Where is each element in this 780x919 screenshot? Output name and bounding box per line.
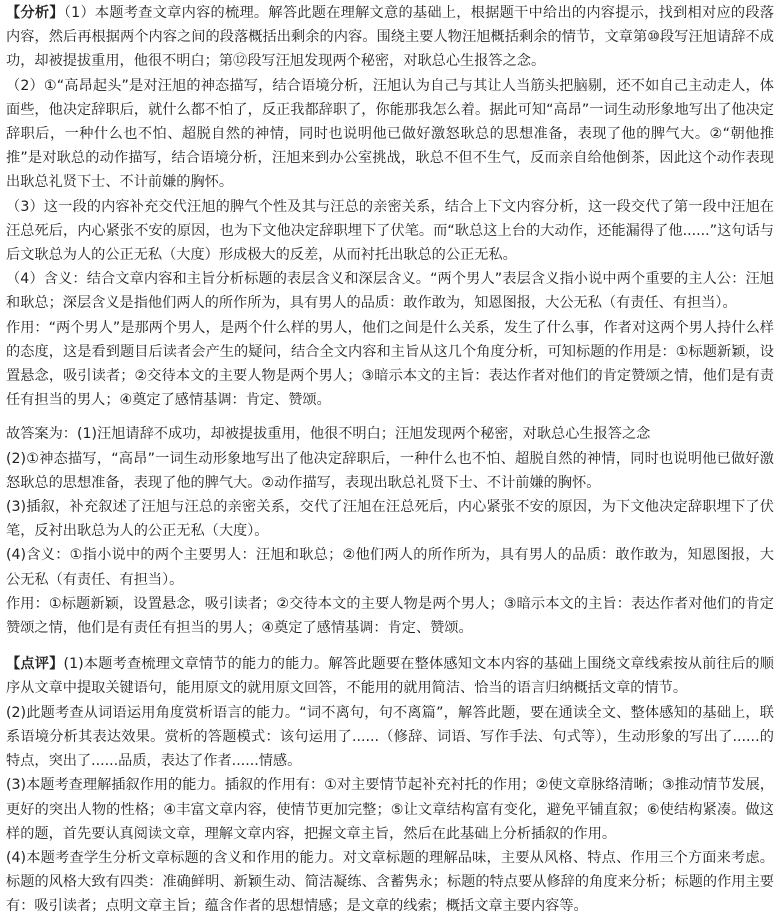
analysis-paragraph-3: （3）这一段的内容补充交代汪旭的脾气个性及其与汪总的亲密关系，结合上下文内容分析，这一段交代了第一段中汪旭在汪总死后，内心紧张不安的原因，也为下文他决定辞职埋下了伏笔。而“耿总这上台的大动作，还能漏得了他......”这句话与后文耿总为人的公正无私（大度）形成极大的反差，从而衬托出耿总的公正无私。 — [6, 198, 774, 264]
answer-paragraph-1: 故答案为：(1)汪旭请辞不成功，却被提拔重用，他很不明白；汪旭发现两个秘密，对耿总心生报答之念 — [6, 426, 651, 443]
comment-paragraph-2: (2)此题考查从词语运用角度赏析语言的能力。“词不离句，句不离篇”，解答此题，要在通读全文、整体感知的基础上，联系语境分析其表达效果。赏析的答题模式：该句运用了......（修辞、词语、写作手法、句式等），生动形象的写出了......的特点，突出了......品质，表达了作者......情感。 — [6, 704, 774, 770]
answer-section — [6, 422, 774, 640]
comment-paragraph-1 — [6, 652, 774, 700]
comment-section — [6, 652, 774, 918]
comment-paragraph-4: (4)本题考查学生分析文章标题的含义和作用的能力。对文章标题的理解品味，主要从风格、特点、作用三个方面来考虑。标题的风格大致有四类：准确鲜明、新颖生动、简洁凝练、含蓄隽永；标题的特点要从修辞的角度来分析；标题的作用主要有：吸引读者；点明文章主旨；蕴含作者的思想情感；是文章的线索；概括文章主要内容等。 — [6, 849, 774, 915]
analysis-paragraph-4: （4）含义：结合文章内容和主旨分析标题的表层含义和深层含义。“两个男人”表层含义指小说中两个重要的主人公：汪旭和耿总；深层含义是指他们两人的所作所为，具有男人的品质：敢作敢为，知恩图报，大公无私（有责任、有担当）。 — [6, 271, 774, 312]
comment-label: 【点评】 — [6, 656, 64, 673]
answer-paragraph-3: (3)插叙，补充叙述了汪旭与汪总的亲密关系，交代了汪旭在汪总死后，内心紧张不安的原因，为下文他决定辞职埋下了伏笔，反衬出耿总为人的公正无私（大度）。 — [6, 499, 774, 540]
analysis-text-1: （1）本题考查文章内容的梳理。解答此题在理解文意的基础上，根据题干中给出的内容提示，找到相对应的段落内容，然后再根据两个内容之间的段落概括出剩余的内容。围绕主要人物汪旭概括剩余的情节，文章第⑩段写汪旭请辞不成功，却被提拔重用，他很不明白；第⑫段写汪旭发现两个秘密，对耿总心生报答之念。 — [6, 5, 774, 70]
analysis-paragraph-5: 作用：“两个男人”是那两个男人，是两个什么样的男人，他们之间是什么关系，发生了什么事，作者对这两个男人持什么样的态度，这是看到题目后读者会产生的疑问，结合全文内容和主旨从这几个角度分析，可知标题的作用是：①标题新颖，设置悬念，吸引读者；②交待本文的主要人物是两个男人；③暗示本文的主旨：表达作者对他们的肯定赞颂之情，他们是有责任有担当的男人；④奠定了感情基调：肯定、赞颂。 — [6, 319, 774, 409]
section-spacer — [6, 412, 774, 422]
analysis-label: 【分析】 — [6, 5, 64, 21]
analysis-paragraph-2: （2）①“高昂起头”是对汪旭的神态描写，结合语境分析，汪旭认为自己与其让人当筋头把脑剔，还不如自己主动走人，体面些，他决定辞职后，就什么都不怕了，反正我都辞职了，你能那我怎么着。据此可知“高昂”一词生动形象地写出了他决定辞职后，一种什么也不怕、超脱自然的神情，同时也说明他已做好激怒耿总的思想准备，表现了他的脾气大。②“朝他推推”是对耿总的动作描写，结合语境分析，汪旭来到办公室挑战，耿总不但不生气，反而亲自给他倒茶，因此这个动作表现出耿总礼贤下士、不计前嫌的胸怀。 — [6, 77, 774, 191]
answer-paragraph-5: 作用：①标题新颖，设置悬念，吸引读者；②交待本文的主要人物是两个男人；③暗示本文的主旨：表达作者对他们的肯定赞颂之情，他们是有责任有担当的男人；④奠定了感情基调：肯定、赞颂。 — [6, 595, 774, 637]
comment-text-1: (1)本题考查梳理文章情节的能力的能力。解答此题要在整体感知文本内容的基础上围绕文章线索按从前往后的顺序从文章中提取关键语句，能用原文的就用原文回答，不能用的就用简洁、恰当的语言归纳概括文章的情节。 — [6, 656, 774, 697]
analysis-paragraph-1 — [6, 1, 774, 74]
answer-paragraph-4: (4)含义：①指小说中的两个主要男人：汪旭和耿总；②他们两人的所作所为，具有男人的品质：敢作敢为，知恩图报，大公无私（有责任、有担当）。 — [6, 547, 774, 588]
comment-paragraph-3: (3)本题考查理解插叙作用的能力。插叙的作用有：①对主要情节起补充衬托的作用；②使文章脉络清晰；③推动情节发展，更好的突出人物的性格；④丰富文章内容，使情节更加完整；⑤让文章结构富有变化，避免平铺直叙；⑥使结构紧凑。做这样的题，首先要认真阅读文章，理解文章内容，把握文章主旨，然后在此基础上分析插叙的作用。 — [6, 777, 774, 842]
analysis-section — [6, 1, 774, 412]
answer-paragraph-2: (2)①神态描写，“高昂”一词生动形象地写出了他决定辞职后，一种什么也不怕、超脱自然的神情，同时也说明他已做好激怒耿总的思想准备，表现了他的脾气大。②动作描写，表现出耿总礼贤下士、不计前嫌的胸怀。 — [6, 450, 774, 491]
section-spacer — [6, 640, 774, 652]
